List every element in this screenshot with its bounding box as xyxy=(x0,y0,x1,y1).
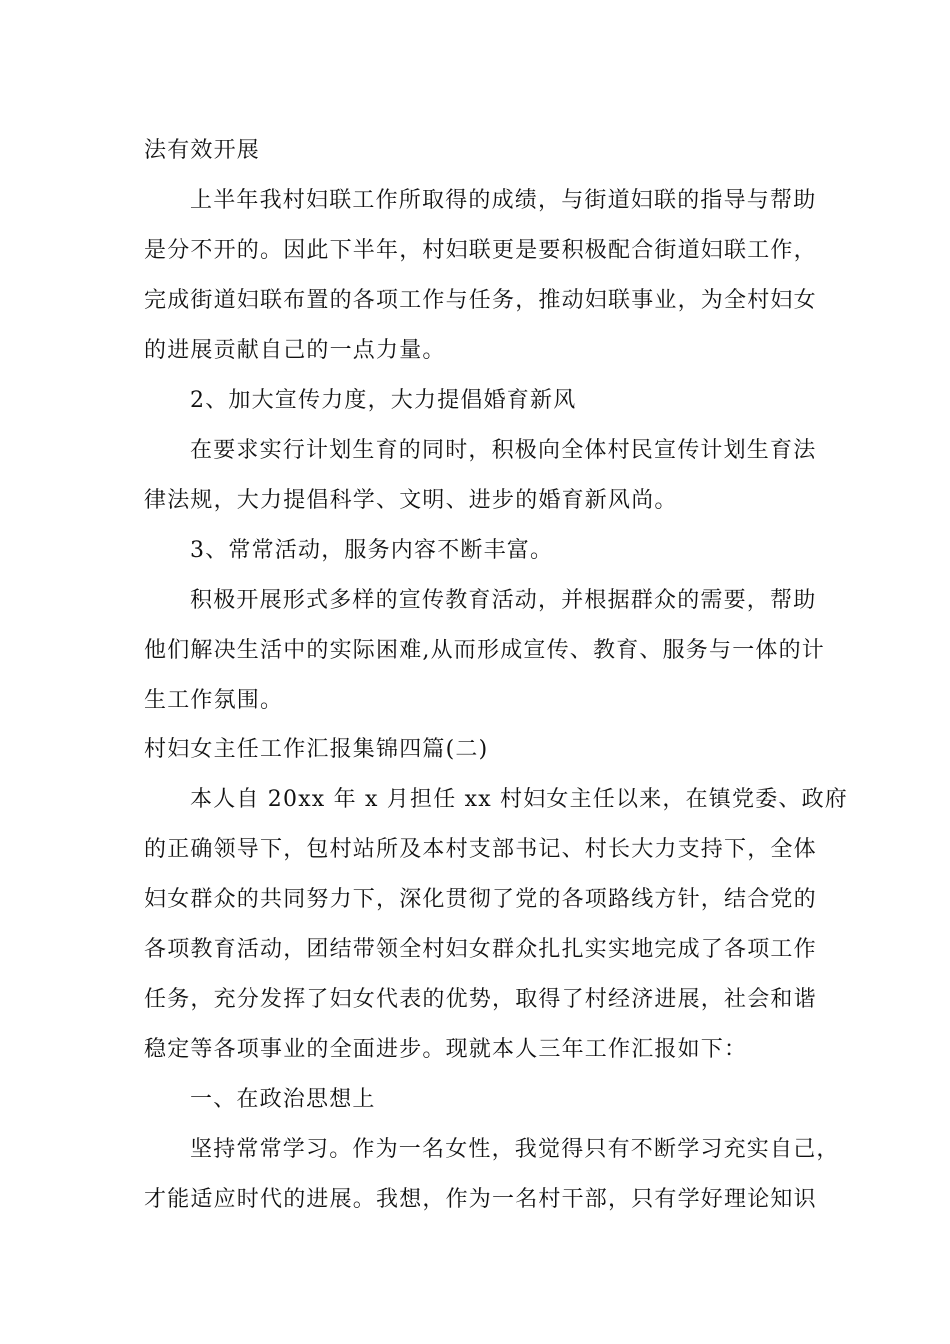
text-line: 律法规，大力提倡科学、文明、进步的婚育新风尚。 xyxy=(144,488,678,513)
section-heading: 2、加大宣传力度，大力提倡婚育新风 xyxy=(190,388,577,413)
paragraph-first-line: 坚持常常学习。作为一名女性，我觉得只有不断学习充实自己， xyxy=(190,1137,840,1162)
text-line: 完成街道妇联布置的各项工作与任务，推动妇联事业，为全村妇女 xyxy=(144,288,817,313)
section-heading: 3、常常活动，服务内容不断丰富。 xyxy=(190,538,554,563)
text-line: 的进展贡献自己的一点力量。 xyxy=(144,338,446,363)
article-title: 村妇女主任工作汇报集锦四篇(二) xyxy=(144,737,489,762)
text-line: 任务，充分发挥了妇女代表的优势，取得了村经济进展，社会和谐 xyxy=(144,987,817,1012)
text-line: 各项教育活动，团结带领全村妇女群众扎扎实实地完成了各项工作 xyxy=(144,937,817,962)
text-line: 生工作氛围。 xyxy=(144,688,284,713)
paragraph-first-line: 积极开展形式多样的宣传教育活动，并根据群众的需要，帮助 xyxy=(190,588,817,613)
text-line: 的正确领导下，包村站所及本村支部书记、村长大力支持下，全体 xyxy=(144,837,817,862)
paragraph-first-line: 上半年我村妇联工作所取得的成绩，与街道妇联的指导与帮助 xyxy=(190,188,817,213)
text-line: 才能适应时代的进展。我想，作为一名村干部，只有学好理论知识 xyxy=(144,1187,817,1212)
section-heading: 一、在政治思想上 xyxy=(190,1087,376,1112)
text-line: 法有效开展 xyxy=(144,138,261,163)
paragraph-first-line: 在要求实行计划生育的同时，积极向全体村民宣传计划生育法 xyxy=(190,438,817,463)
text-line: 他们解决生活中的实际困难,从而形成宣传、教育、服务与一体的计 xyxy=(144,638,825,663)
text-line: 稳定等各项事业的全面进步。现就本人三年工作汇报如下： xyxy=(144,1037,748,1062)
text-line: 妇女群众的共同努力下，深化贯彻了党的各项路线方针，结合党的 xyxy=(144,887,817,912)
paragraph-first-line: 本人自 20xx 年 x 月担任 xx 村妇女主任以来，在镇党委、政府 xyxy=(190,787,848,812)
text-line: 是分不开的。因此下半年，村妇联更是要积极配合街道妇联工作， xyxy=(144,238,817,263)
